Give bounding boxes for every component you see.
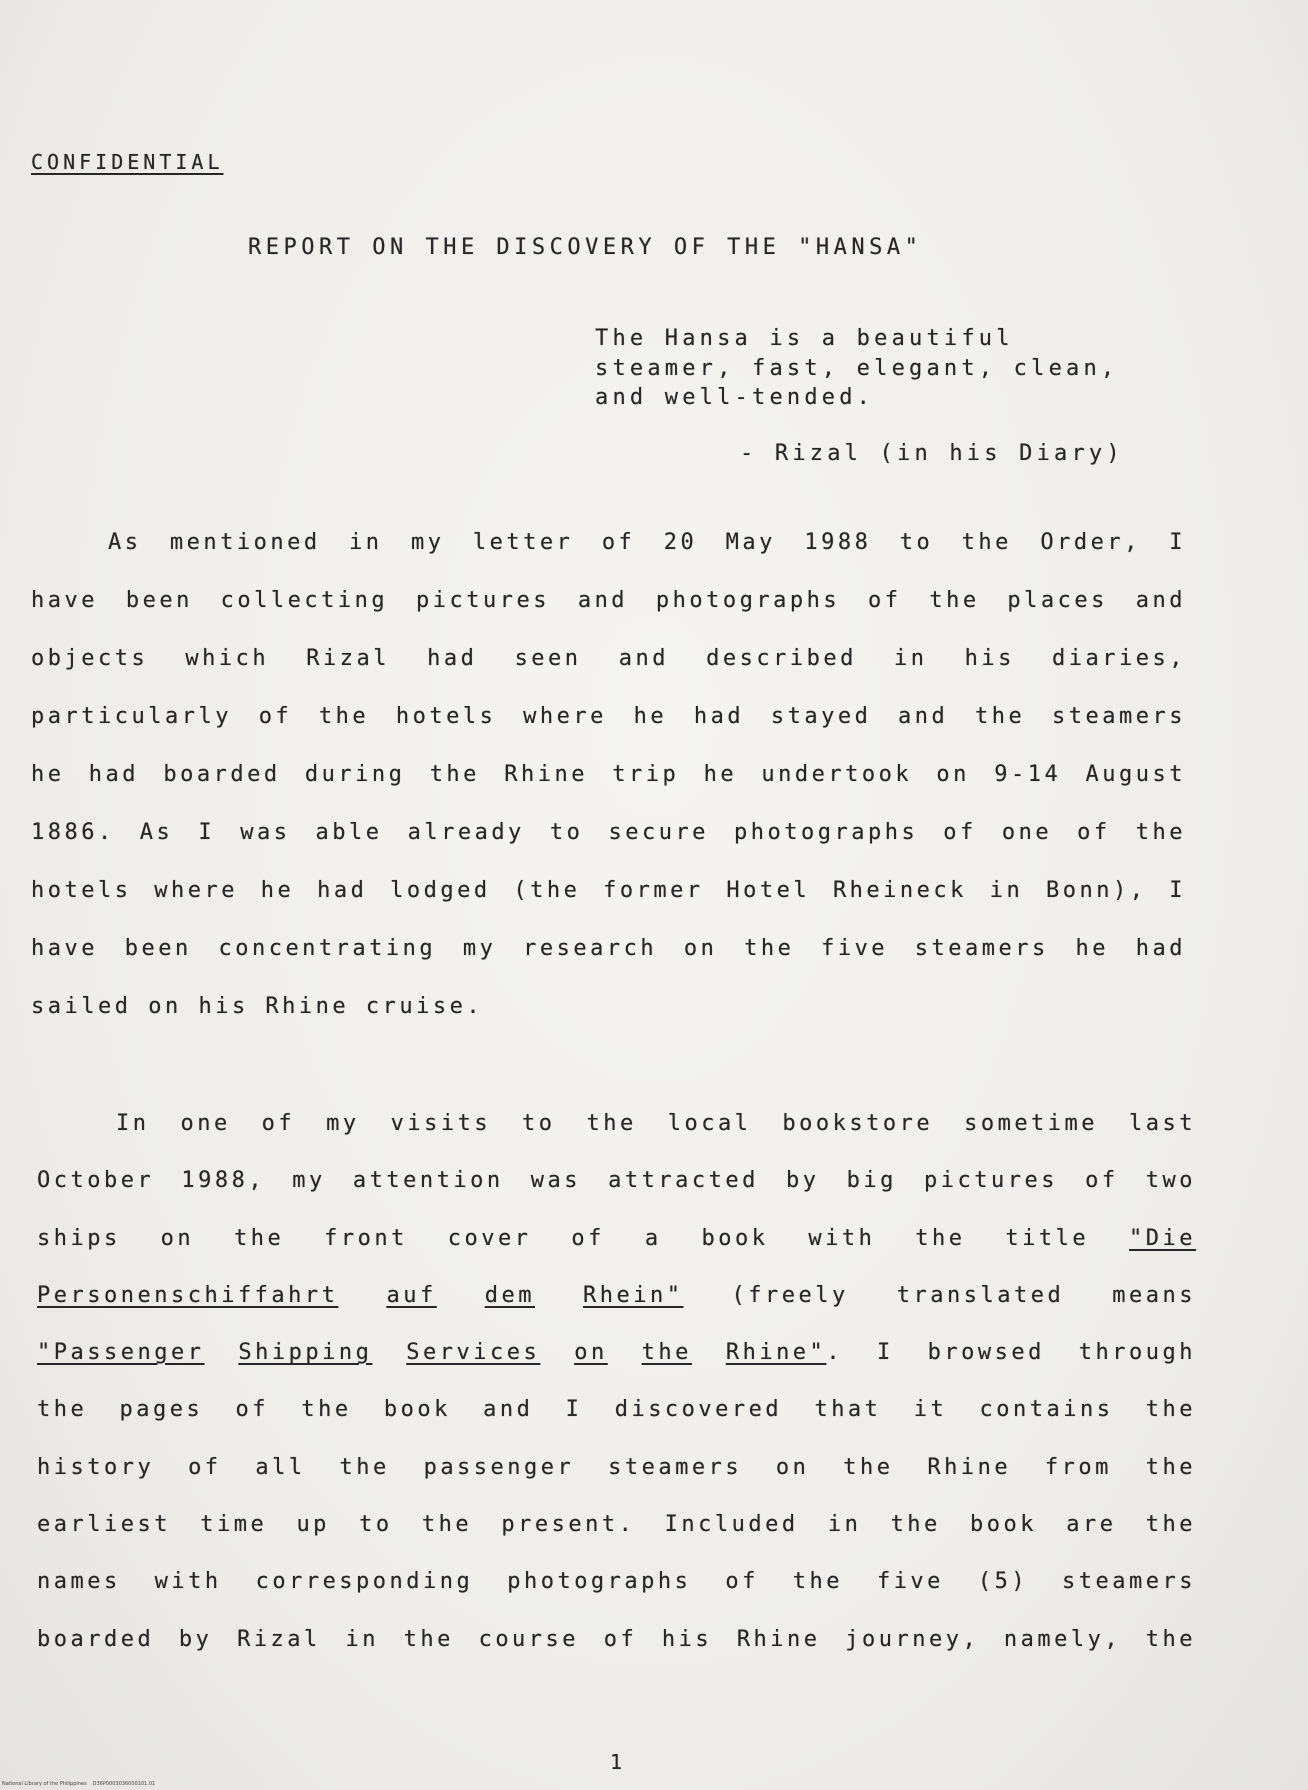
footer-library: National Library of the Philippines — [2, 1781, 87, 1787]
book-title-word: dem — [484, 1282, 535, 1308]
paragraph-1-line-6: 1886. As I was able already to secure photographs of one of the — [31, 820, 1186, 845]
paragraph-2-line-5 — [37, 1324, 1196, 1381]
report-title: REPORT ON THE DISCOVERY OF THE "HANSA" — [248, 235, 923, 260]
paragraph-1-line-1: As mentioned in my letter of 20 May 1988 to the Order, I — [108, 530, 1186, 555]
paragraph-1-line-2: have been collecting pictures and photographs of the places and — [31, 588, 1186, 613]
paragraph-1-line-7: hotels where he had lodged (the former Hotel Rheineck in Bonn), I — [31, 878, 1186, 903]
paragraph-2-line-6: the pages of the book and I discovered that it contains the — [37, 1397, 1196, 1423]
paragraph-2-line-5-text: . I browsed through — [826, 1340, 1196, 1366]
translation-word: on — [574, 1340, 608, 1366]
translation-word: Shipping — [238, 1340, 373, 1366]
translation-word: "Passenger — [37, 1340, 205, 1366]
epigraph-line-1: The Hansa is a beautiful — [595, 326, 1014, 351]
paragraph-2-line-1: In one of my visits to the local bookstore sometime last — [116, 1111, 1196, 1136]
paragraph-1-line-8: have been concentrating my research on the five steamers he had — [31, 936, 1186, 961]
paragraph-1-line-4: particularly of the hotels where he had stayed and the steamers — [31, 704, 1186, 729]
epigraph-quote — [595, 324, 1118, 413]
paragraph-2-line-7: history of all the passenger steamers on the Rhine from the — [37, 1454, 1196, 1480]
paragraph-2-line-4 — [37, 1267, 1196, 1324]
confidential-label: CONFIDENTIAL — [31, 150, 224, 174]
book-title-word: Personenschiffahrt — [37, 1282, 339, 1308]
paragraph-2 — [37, 1095, 1196, 1668]
paragraph-2-line-3-text: ships on the front cover of a book with the title — [37, 1225, 1090, 1251]
translation-word: Services — [406, 1340, 541, 1366]
epigraph-line-2: steamer, fast, elegant, clean, — [595, 355, 1119, 381]
footer-code: D36P0003036000101.01 — [92, 1781, 156, 1787]
paragraph-1 — [31, 514, 1186, 1036]
book-title-word: auf — [386, 1282, 437, 1308]
epigraph-attribution: - Rizal (in his Diary) — [740, 441, 1124, 466]
paragraph-2-line-3 — [37, 1210, 1196, 1267]
book-title-word: "Die — [1129, 1225, 1196, 1251]
page-number: 1 — [610, 1750, 623, 1774]
paragraph-2-line-2: October 1988, my attention was attracted by big pictures of two — [37, 1168, 1196, 1194]
paragraph-2-line-9: names with corresponding photographs of the five (5) steamers — [37, 1569, 1196, 1595]
translation-word: the — [641, 1340, 692, 1366]
paragraph-1-line-9: sailed on his Rhine cruise. — [31, 994, 484, 1019]
translation-word: Rhine" — [725, 1340, 827, 1366]
paragraph-1-line-3: objects which Rizal had seen and described in his diaries, — [31, 646, 1186, 671]
paragraph-1-line-5: he had boarded during the Rhine trip he undertook on 9-14 August — [31, 762, 1186, 787]
scan-footer — [2, 1781, 155, 1788]
paragraph-2-line-8: earliest time up to the present. Included in the book are the — [37, 1512, 1196, 1538]
paragraph-2-line-4-text: (freely translated means — [731, 1282, 1196, 1308]
book-title-word: Rhein" — [583, 1282, 684, 1308]
paragraph-2-line-10: boarded by Rizal in the course of his Rhine journey, namely, the — [37, 1626, 1196, 1652]
epigraph-line-3: and well-tended. — [595, 385, 875, 410]
